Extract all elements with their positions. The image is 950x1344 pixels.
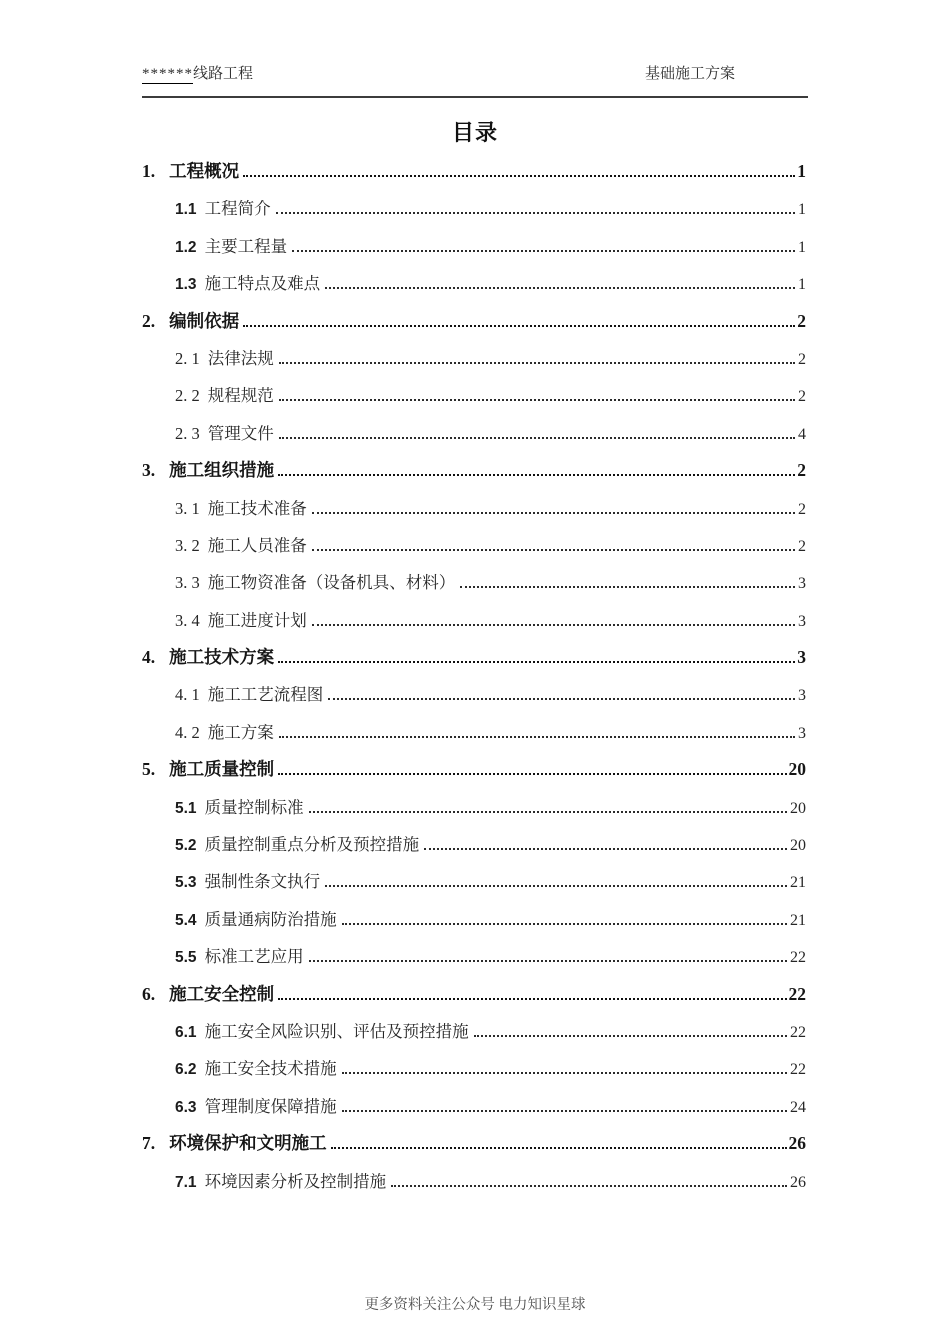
toc-entry-title: 质量通病防治措施: [204, 909, 337, 929]
toc-entry-number: 6.1: [175, 1023, 197, 1041]
toc-entry[interactable]: [142, 452, 806, 489]
toc-entry-page: 1: [798, 238, 806, 256]
dot-leader: [331, 1147, 787, 1149]
toc-entry-title: 施工进度计划: [207, 610, 307, 630]
toc-entry[interactable]: [142, 153, 806, 190]
header-project-name: [142, 62, 253, 83]
toc-entry-page: 2: [798, 388, 806, 406]
toc-entry[interactable]: [142, 602, 806, 639]
dot-leader: [292, 250, 795, 252]
toc-entry-number: 3. 1: [175, 498, 200, 518]
toc-entry-page: 20: [790, 799, 806, 817]
toc-entry-page: 2: [798, 350, 806, 368]
toc-entry[interactable]: [142, 1088, 806, 1125]
toc-entry-number: 2. 3: [175, 423, 200, 443]
toc-entry-number: 5.4: [175, 911, 197, 929]
dot-leader: [279, 399, 795, 401]
dot-leader: [474, 1035, 787, 1037]
toc-entry-number: 2. 2: [175, 386, 200, 406]
toc-entry-title: 管理文件: [207, 423, 274, 443]
toc-entry-title: 主要工程量: [204, 236, 288, 256]
toc-entry-number: 3. 2: [175, 535, 200, 555]
toc-entry-page: 3: [798, 612, 806, 630]
toc-entry[interactable]: [142, 901, 806, 938]
toc-entry[interactable]: [142, 1125, 806, 1162]
toc-entry-number: 5.2: [175, 837, 197, 855]
toc-entry-title: 施工组织措施: [169, 460, 275, 481]
dot-leader: [276, 212, 795, 214]
dot-leader: [279, 736, 795, 738]
toc-entry[interactable]: [142, 265, 806, 302]
toc-entry[interactable]: [142, 789, 806, 826]
toc-entry-page: 22: [790, 949, 806, 967]
toc-entry-page: 4: [798, 425, 806, 443]
dot-leader: [312, 512, 795, 514]
toc-entry-number: 3. 4: [175, 610, 200, 630]
toc-entry-title: 施工安全技术措施: [204, 1059, 337, 1079]
dot-leader: [279, 362, 795, 364]
toc-entry-number: 1.: [142, 161, 156, 181]
toc-entry-title: 施工物资准备（设备机具、材料）: [207, 573, 456, 593]
toc-entry-title: 质量控制重点分析及预控措施: [204, 835, 420, 855]
header-project-label: 线路工程: [193, 66, 254, 82]
toc-entry[interactable]: [142, 527, 806, 564]
dot-leader: [309, 960, 787, 962]
toc-entry-title: 质量控制标准: [204, 797, 304, 817]
toc-entry-title: 施工特点及难点: [204, 274, 321, 294]
toc-entry-number: 2.: [142, 310, 156, 331]
toc-entry-page: 3: [798, 687, 806, 705]
toc-entry[interactable]: [142, 303, 806, 340]
toc-entry-page: 22: [790, 1061, 806, 1079]
toc-entry-page: 24: [790, 1098, 806, 1116]
dot-leader: [460, 586, 795, 588]
toc-entry-page: 2: [798, 537, 806, 555]
toc-entry[interactable]: [142, 1050, 806, 1087]
dot-leader: [325, 287, 795, 289]
toc-entry-page: 3: [798, 575, 806, 593]
dot-leader: [342, 1110, 787, 1112]
toc-entry-number: 5.1: [175, 799, 197, 817]
toc-entry-number: 1.3: [175, 276, 197, 294]
toc-entry-page: 1: [798, 276, 806, 294]
toc-entry-page: 2: [798, 500, 806, 518]
dot-leader: [312, 624, 795, 626]
toc-entry[interactable]: [142, 1013, 806, 1050]
dot-leader: [278, 661, 795, 663]
toc-entry-number: 3.: [142, 460, 156, 481]
toc-entry-page: 26: [790, 1173, 806, 1191]
toc-entry-number: 6.2: [175, 1061, 197, 1079]
toc-entry[interactable]: [142, 976, 806, 1013]
dot-leader: [312, 549, 795, 551]
toc-entry-title: 施工安全控制: [169, 983, 275, 1004]
toc-entry[interactable]: [142, 228, 806, 265]
page-header: [142, 62, 808, 83]
header-doc-type: 基础施工方案: [644, 66, 735, 82]
dot-leader: [342, 1072, 787, 1074]
dot-leader: [243, 175, 795, 177]
toc-entry-title: 环境因素分析及控制措施: [204, 1171, 387, 1191]
toc-entry-number: 6.3: [175, 1098, 197, 1116]
dot-leader: [424, 848, 787, 850]
toc-entry-number: 6.: [142, 983, 156, 1004]
dot-leader: [243, 325, 795, 327]
toc-entry-page: 1: [797, 161, 806, 181]
toc-entry-page: 1: [798, 201, 806, 219]
toc-entry-number: 4.: [142, 647, 156, 668]
toc-entry-page: 2: [797, 460, 806, 481]
toc-entry-number: 5.3: [175, 874, 197, 892]
toc-entry-title: 强制性条文执行: [204, 872, 321, 892]
toc-entry-number: 4. 1: [175, 685, 200, 705]
toc-entry-page: 20: [788, 759, 806, 780]
footer-note: 更多资料关注公众号 电力知识星球: [364, 1297, 586, 1313]
toc-entry-page: 20: [790, 837, 806, 855]
toc-entry-number: 4. 2: [175, 722, 200, 742]
toc-entry-title: 编制依据: [169, 310, 240, 331]
toc-entry-page: 21: [790, 874, 806, 892]
toc-entry-number: 2. 1: [175, 348, 200, 368]
toc-entry-page: 2: [797, 310, 806, 331]
dot-leader: [309, 811, 787, 813]
toc-entry[interactable]: [142, 1163, 806, 1200]
toc-entry[interactable]: [142, 340, 806, 377]
dot-leader: [325, 885, 787, 887]
toc-entry-number: 5.: [142, 759, 156, 780]
dot-leader: [278, 474, 795, 476]
toc-entry[interactable]: [142, 415, 806, 452]
toc-entry-title: 施工人员准备: [207, 535, 307, 555]
toc-entry[interactable]: [142, 676, 806, 713]
toc-entry[interactable]: [142, 751, 806, 788]
toc-entry[interactable]: [142, 863, 806, 900]
toc-entry-title: 施工方案: [207, 722, 274, 742]
toc-entry[interactable]: [142, 826, 806, 863]
dot-leader: [278, 998, 786, 1000]
toc-entry-title: 施工质量控制: [169, 759, 275, 780]
toc-entry-page: 22: [788, 983, 806, 1004]
toc-entry-page: 21: [790, 911, 806, 929]
dot-leader: [328, 698, 795, 700]
redacted-stars: ******: [142, 66, 193, 82]
toc-entry-title: 施工技术准备: [207, 498, 307, 518]
toc-entry[interactable]: [142, 938, 806, 975]
toc-entry-number: 5.5: [175, 949, 197, 967]
toc-entry[interactable]: [142, 564, 806, 601]
toc-entry-title: 施工工艺流程图: [207, 685, 324, 705]
toc-entry-number: 1.2: [175, 238, 197, 256]
toc-entry-title: 工程简介: [204, 199, 271, 219]
toc-title: 目录: [451, 120, 498, 145]
toc-entry-number: 1.1: [175, 201, 197, 219]
toc-entry-title: 管理制度保障措施: [204, 1096, 337, 1116]
table-of-contents: [142, 153, 806, 1200]
toc-entry-title: 施工技术方案: [169, 647, 275, 668]
toc-entry-page: 22: [790, 1023, 806, 1041]
toc-entry-page: 26: [788, 1133, 806, 1154]
toc-entry[interactable]: [142, 639, 806, 676]
toc-entry-title: 标准工艺应用: [204, 947, 304, 967]
header-divider-line: [142, 96, 808, 98]
toc-entry-title: 工程概况: [169, 161, 240, 181]
toc-entry[interactable]: [142, 490, 806, 527]
toc-entry[interactable]: [142, 377, 806, 414]
toc-entry-title: 规程规范: [207, 386, 274, 406]
toc-entry[interactable]: [142, 190, 806, 227]
toc-entry-page: 3: [797, 647, 806, 668]
toc-entry-title: 环境保护和文明施工: [169, 1133, 327, 1154]
dot-leader: [278, 773, 786, 775]
toc-entry-title: 法律法规: [207, 348, 274, 368]
dot-leader: [279, 437, 795, 439]
toc-entry-number: 7.: [142, 1133, 156, 1154]
toc-entry[interactable]: [142, 714, 806, 751]
toc-entry-number: 7.1: [175, 1173, 197, 1191]
toc-entry-title: 施工安全风险识别、评估及预控措施: [204, 1021, 469, 1041]
dot-leader: [391, 1185, 787, 1187]
toc-entry-page: 3: [798, 724, 806, 742]
toc-entry-number: 3. 3: [175, 573, 200, 593]
dot-leader: [342, 923, 787, 925]
